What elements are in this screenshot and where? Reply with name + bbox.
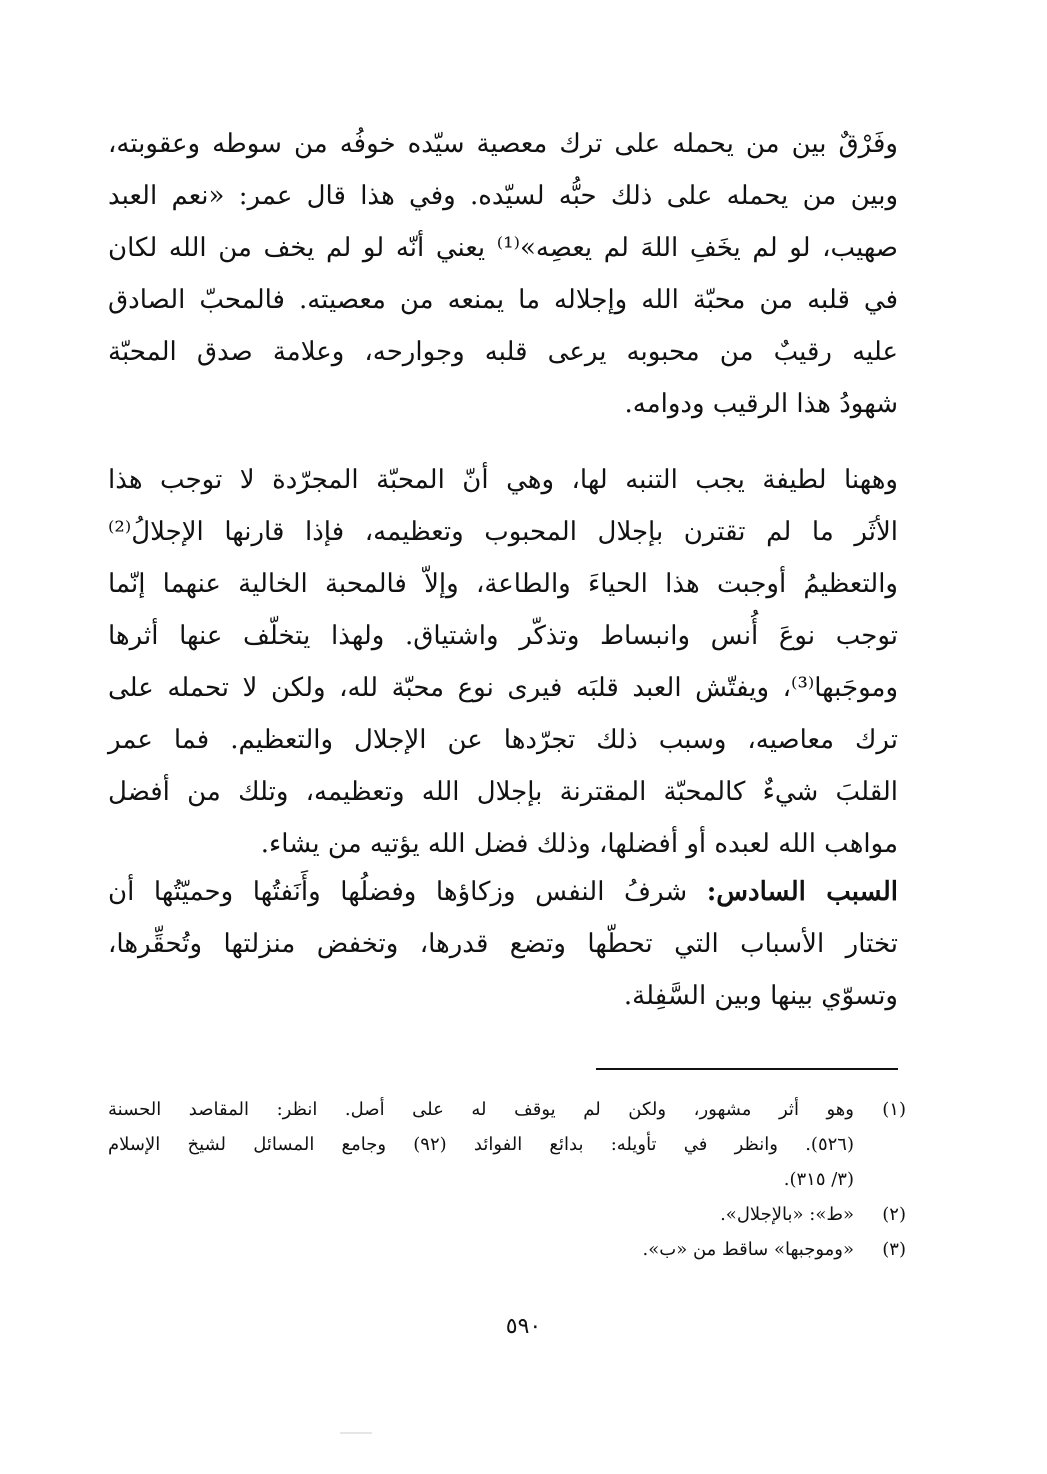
paragraph-line [108, 866, 898, 918]
paragraph-line: وفَرْقٌ بين من يحمله على ترك معصية سيّده خوفُه من سوطه وعقوبته، [108, 129, 898, 159]
footnote-text: «ط»: «بالإجلال». [720, 1204, 854, 1225]
paragraph-line: ترك معاصيه، وسبب ذلك تجرّدها عن الإجلال والتعظيم. فما عمر [108, 725, 898, 755]
paragraph-3 [108, 866, 898, 1022]
paragraph-line: في قلبه من محبّة الله وإجلاله ما يمنعه من معصيته. فالمحبّ الصادق [108, 285, 898, 315]
paragraph-line: القلبَ شيءٌ كالمحبّة المقترنة بإجلال الله وتعظيمه، وتلك من أفضل [108, 777, 898, 807]
paragraph-line: وتسوّي بينها وبين السَّفِلة. [623, 981, 898, 1011]
footnote-number: (٣) [882, 1239, 906, 1260]
footnote-3 [108, 1232, 906, 1267]
paragraph-line: توجب نوعَ أُنس وانبساط وتذكّر واشتياق. ولهذا يتخلّف عنها أثرها [108, 621, 898, 651]
footnote-line: (٥٢٦). وانظر في تأويله: بدائع الفوائد (٩٢) وجامع المسائل لشيخ الإسلام [108, 1134, 854, 1155]
footnote-line: وهو أثر مشهور، ولكن لم يوقف له على أصل. انظر: المقاصد الحسنة [108, 1099, 854, 1120]
paragraph-line: الأثَر ما لم تقترن بإجلال المحبوب وتعظيمه، فإذا قارنها الإجلالُ⁽²⁾ [108, 517, 898, 547]
paragraph-line: عليه رقيبٌ من محبوبه يرعى قلبه وجوارحه، وعلامة صدق المحبّة [108, 337, 898, 367]
paragraph-1 [108, 118, 898, 430]
footnote-separator [596, 1068, 898, 1070]
footnote-number: (٢) [882, 1204, 906, 1225]
footnotes [108, 1092, 906, 1267]
paragraph-line: وبين من يحمله على ذلك حبُّه لسيّده. وفي هذا قال عمر: «نعم العبد [108, 181, 898, 211]
section-heading: السبب السادس: [706, 877, 898, 907]
paragraph-line: والتعظيمُ أوجبت هذا الحياءَ والطاعة، وإلاّ فالمحبة الخالية عنهما إنّما [108, 569, 898, 599]
footnote-number: (١) [882, 1099, 906, 1120]
scan-artifact [340, 1432, 372, 1434]
paragraph-line: وههنا لطيفة يجب التنبه لها، وهي أنّ المحبّة المجرّدة لا توجب هذا [108, 465, 898, 495]
heading-continuation: شرفُ النفس وزكاؤها وفضلُها وأَنَفتُها وحميّتُها أن [108, 877, 707, 907]
footnote-text: «وموجبها» ساقط من «ب». [642, 1239, 854, 1260]
page-number: ٥٩٠ [505, 1314, 542, 1339]
paragraph-2 [108, 454, 898, 870]
paragraph-line: مواهب الله لعبده أو أفضلها، وذلك فضل الله يؤتيه من يشاء. [260, 829, 898, 859]
paragraph-line: وموجَبها⁽³⁾، ويفتّش العبد قلبَه فيرى نوع محبّة لله، ولكن لا تحمله على [108, 673, 898, 703]
paragraph-line: شهودُ هذا الرقيب ودوامه. [624, 389, 898, 419]
footnote-text [108, 1092, 854, 1197]
paragraph-line: صهيب، لو لم يخَفِ اللهَ لم يعصِه»⁽¹⁾ يعني أنّه لو لم يخف من الله لكان [108, 233, 898, 263]
paragraph-line: تختار الأسباب التي تحطّها وتضع قدرها، وتخفض منزلتها وتُحقِّرها، [108, 929, 898, 959]
footnote-line: (٣/ ٣١٥). [783, 1169, 854, 1190]
footnote-2 [108, 1197, 906, 1232]
footnote-1 [108, 1092, 906, 1197]
